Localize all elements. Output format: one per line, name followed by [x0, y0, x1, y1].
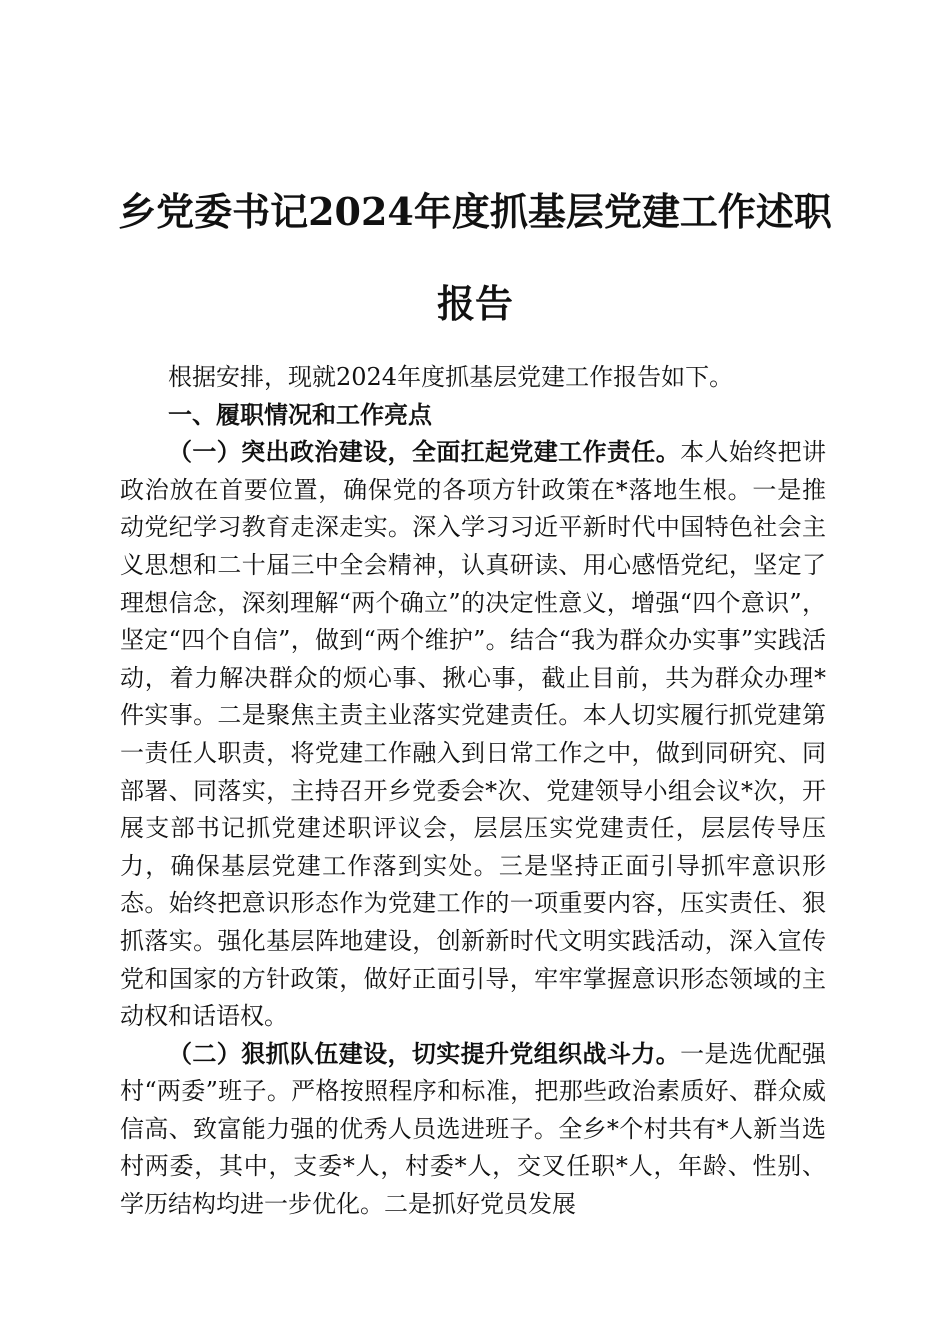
section-heading: 一、履职情况和工作亮点 [168, 400, 432, 429]
paragraph-1-body: 本人始终把讲政治放在首要位置，确保党的各项方针政策在*落地生根。一是推动党纪学习教育走深走实。深入学习习近平新时代中国特色社会主义思想和二十届三中全会精神，认真研读、用心感悟党纪，坚定了理想信念，深刻理解“两个确立”的决定性意义，增强“四个意识”，坚定“四个自信”，做到“两个维护”。结合“我为群众办实事”实践活动，着力解决群众的烦心事、揪心事，截止目前，共为群众办理*件实事。二是聚焦主责主业落实党建责任。本人切实履行抓党建第一责任人职责，将党建工作融入到日常工作之中，做到同研究、同部署、同落实，主持召开乡党委会*次、党建领导小组会议*次，开展支部书记抓党建述职评议会，层层压实党建责任，层层传导压力，确保基层党建工作落到实处。三是坚持正面引导抓牢意识形态。始终把意识形态作为党建工作的一项重要内容，压实责任、狠抓落实。强化基层阵地建设，创新新时代文明实践活动，深入宣传党和国家的方针政策，做好正面引导，牢牢掌握意识形态领域的主动权和话语权。 [120, 438, 827, 1031]
paragraph-1 [120, 434, 826, 1036]
paragraph-2-body: 一是选优配强村“两委”班子。严格按照程序和标准，把那些政治素质好、群众威信高、致富能力强的优秀人员选进班子。全乡*个村共有*人新当选村两委，其中，支委*人，村委*人，交叉任职*人，年龄、性别、学历结构均进一步优化。二是抓好党员发展 [120, 1039, 827, 1219]
document-title: 乡党委书记2024年度抓基层党建工作述职报告 [118, 189, 832, 326]
paragraph-1-lead: （一）突出政治建设，全面扛起党建工作责任。 [168, 438, 681, 467]
paragraph-2-lead: （二）狠抓队伍建设，切实提升党组织战斗力。 [168, 1039, 681, 1068]
intro-paragraph: 根据安排，现就2024年度抓基层党建工作报告如下。 [168, 363, 734, 391]
document-body [120, 359, 826, 1224]
paragraph-2 [120, 1036, 826, 1224]
